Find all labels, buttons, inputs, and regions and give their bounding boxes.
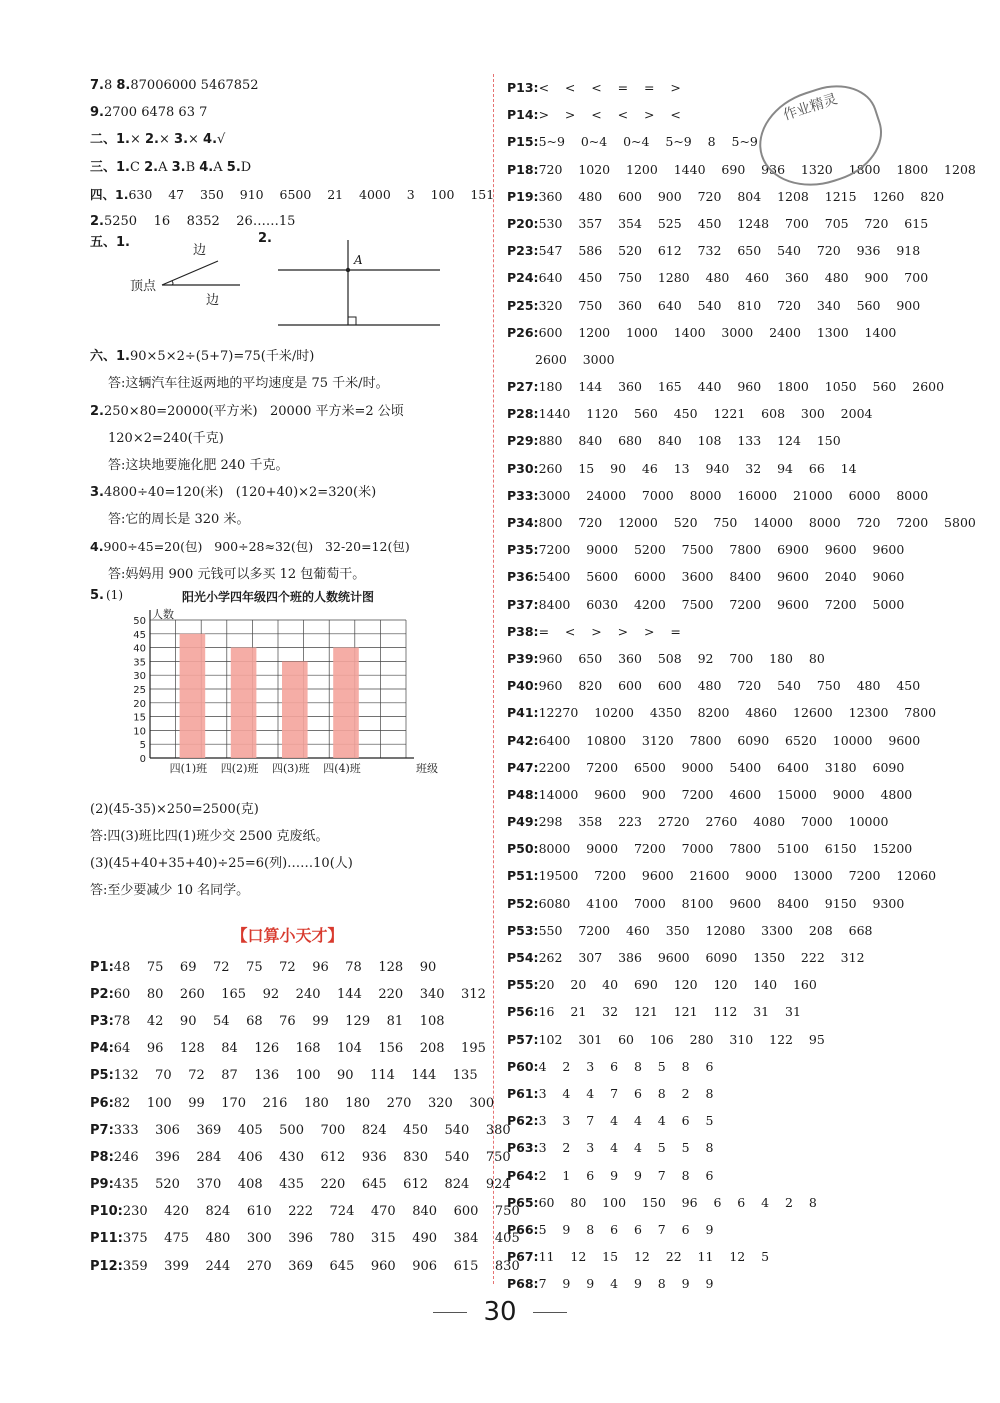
answer-row (507, 264, 987, 291)
problem-label: P36: (507, 569, 539, 585)
answer-row: 9.2700 6478 63 7 (90, 105, 208, 121)
left-column (90, 72, 520, 1280)
problem-values: 547 586 520 612 732 650 540 720 936 918 (538, 243, 921, 259)
answer-row (507, 1216, 987, 1243)
problem-values: 180 144 360 165 440 960 1800 1050 560 2600 (538, 379, 945, 395)
problem-values: 11 12 15 12 22 11 12 5 (538, 1249, 770, 1265)
point-a-dot (346, 268, 350, 272)
side-label-top: 边 (193, 243, 207, 259)
problem-values: 20 20 40 690 120 120 140 160 (538, 977, 817, 993)
problem-values: 2200 7200 6500 9000 5400 6400 3180 6090 (538, 759, 905, 775)
problem-label: P19: (507, 188, 539, 204)
answer-row: 答:这块地要施化肥 240 千克。 (108, 457, 289, 473)
answer-row (507, 1162, 987, 1189)
x-tick-label: 四(3)班 (272, 761, 310, 775)
problem-label: P61: (507, 1085, 539, 1101)
problem-label: P26: (507, 324, 539, 340)
answer-row (507, 1243, 987, 1270)
answer-row (507, 699, 987, 726)
chart-title: 阳光小学四年级四个班的人数统计图 (182, 589, 375, 604)
problem-label: P25: (507, 297, 539, 313)
problem-label: P53: (507, 922, 539, 938)
answer-row (507, 808, 987, 835)
x-tick-label: 四(1)班 (169, 761, 208, 775)
answer-row (507, 563, 987, 590)
dash-left (433, 1312, 467, 1313)
answer-row (507, 862, 987, 889)
problem-label: P28: (507, 406, 539, 422)
answer-row: 答:至少要减少 10 名同学。 (90, 883, 250, 899)
problem-values: 48 75 69 72 75 72 96 78 128 90 (113, 959, 437, 975)
bar (333, 647, 359, 757)
y-tick-label: 40 (133, 643, 146, 655)
answer-row (507, 781, 987, 808)
problem-values: 3 2 3 4 4 5 5 8 (538, 1140, 714, 1156)
problem-label: P11: (90, 1231, 123, 1247)
problem-label: P4: (90, 1041, 114, 1057)
problem-label: P47: (507, 759, 539, 775)
answer-row (507, 373, 987, 400)
problem-label: P41: (507, 705, 539, 721)
bar (282, 661, 308, 758)
problem-values: 14000 9600 900 7200 4600 15000 9000 4800 (538, 786, 913, 802)
problem-values: 298 358 223 2720 2760 4080 7000 10000 (538, 814, 889, 830)
problem-values: 60 80 260 165 92 240 144 220 340 312 (113, 986, 486, 1002)
problem-label: P48: (507, 786, 539, 802)
answer-row: 二、1.× 2.× 3.× 4.√ (90, 132, 226, 148)
problem-values: 360 480 600 900 720 804 1208 1215 1260 820 (538, 188, 945, 204)
problem-label: P18: (507, 161, 539, 177)
answer-row (507, 645, 987, 672)
answer-row: 六、1.90×5×2÷(5+7)=75(千米/时) (90, 349, 315, 365)
problem-values: < < < = = > (538, 80, 681, 95)
problem-values: 262 307 386 9600 6090 1350 222 312 (538, 950, 865, 965)
problem-values: 230 420 824 610 222 724 470 840 600 750 (122, 1204, 520, 1220)
answer-row (507, 591, 987, 618)
side-label-bottom: 边 (206, 293, 220, 309)
problem-label: P49: (507, 814, 539, 830)
geometry-figures: 五、1. 2. 边 顶点 边 A (90, 235, 485, 343)
problem-values: 435 520 370 408 435 220 645 612 824 924 (113, 1177, 511, 1193)
answer-row (90, 1198, 520, 1225)
problem-label: P7: (90, 1122, 114, 1138)
answer-row (507, 1270, 987, 1297)
problem-label: P54: (507, 950, 539, 965)
problem-label: P2: (90, 986, 114, 1002)
answer-row (507, 971, 987, 998)
answer-row: 2.5250 16 8352 26……15 (90, 213, 296, 229)
answer-row (507, 1134, 987, 1161)
answer-row: (3)(45+40+35+40)÷25=6(列)……10(人) (90, 856, 353, 872)
answer-row (507, 1026, 987, 1053)
problem-values: 19500 7200 9600 21600 9000 13000 7200 12060 (538, 868, 937, 884)
angle-arc (172, 281, 173, 285)
problem-values: 132 70 72 87 136 100 90 114 144 135 (113, 1068, 478, 1084)
problem-label: P14: (507, 107, 539, 123)
problem-label: P57: (507, 1031, 539, 1047)
problem-label: P62: (507, 1113, 539, 1129)
answer-row (507, 101, 987, 128)
problem-values: 6400 10800 3120 7800 6090 6520 10000 9600 (538, 732, 921, 748)
problem-label: P39: (507, 650, 539, 666)
problem-values: 359 399 244 270 369 645 960 906 615 830 (122, 1258, 520, 1274)
problem-values: 720 1020 1200 1440 690 936 1320 1800 1800 1208 (538, 161, 976, 177)
problem-label: P15: (507, 134, 539, 150)
problem-label: P8: (90, 1149, 114, 1165)
answer-row (507, 1080, 987, 1107)
answer-row (507, 727, 987, 754)
y-tick-label: 20 (133, 698, 146, 710)
problem-values: 320 750 360 640 540 810 720 340 560 900 (538, 297, 921, 313)
answer-row: 答:四(3)班比四(1)班少交 2500 克废纸。 (90, 829, 329, 844)
answer-row (90, 1144, 511, 1171)
problem-values: 600 1200 1000 1400 3000 2400 1300 1400 (538, 324, 897, 340)
answer-row (90, 1171, 511, 1198)
y-tick-label: 50 (133, 615, 146, 627)
x-axis-label: 班级 (416, 761, 438, 775)
answer-row (507, 1053, 987, 1080)
answer-row (507, 455, 987, 482)
problem-values: 530 357 354 525 450 1248 700 705 720 615 (538, 215, 929, 231)
answer-row (90, 1062, 485, 1089)
problem-values: 3000 24000 7000 8000 16000 21000 6000 8000 (538, 487, 929, 503)
answer-row: 7.8 8.87006000 5467852 (90, 78, 259, 93)
problem-label: P6: (90, 1095, 114, 1111)
page-number: 30 (0, 1297, 1000, 1327)
y-tick-label: 45 (133, 629, 146, 641)
answer-row (507, 427, 987, 454)
bar (180, 634, 206, 758)
answer-row (507, 346, 987, 373)
right-angle-mark (348, 317, 356, 325)
problem-values: 375 475 480 300 396 780 315 490 384 405 (122, 1231, 520, 1247)
answer-row (507, 536, 987, 563)
y-axis-label: 人数 (152, 607, 174, 621)
problem-label: P38: (507, 623, 539, 639)
problem-values: 640 450 750 1280 480 460 360 480 900 700 (538, 270, 929, 286)
angle-ray-top (162, 261, 218, 285)
answer-row (507, 400, 987, 427)
answer-row (507, 482, 987, 509)
answer-row (507, 998, 987, 1025)
p-left-list (90, 954, 520, 1280)
problem-values: 5 9 8 6 6 7 6 9 (538, 1221, 714, 1237)
problem-values: 16 21 32 121 121 112 31 31 (538, 1004, 801, 1020)
answer-row (90, 1225, 520, 1252)
answer-row (507, 890, 987, 917)
answer-row (507, 1189, 987, 1216)
right-column (507, 74, 987, 1297)
answer-row: 答:妈妈用 900 元钱可以多买 12 包葡萄干。 (108, 566, 366, 582)
answer-row (507, 944, 987, 971)
problem-values: 260 15 90 46 13 940 32 94 66 14 (538, 460, 857, 476)
answer-row (507, 618, 987, 645)
problem-values: 1440 1120 560 450 1221 608 300 2004 (538, 406, 873, 422)
chart-svg (90, 588, 485, 796)
answer-row (90, 1253, 520, 1280)
answer-row: 答:这辆汽车往返两地的平均速度是 75 千米/时。 (108, 376, 389, 392)
problem-values: 960 650 360 508 92 700 180 80 (538, 650, 825, 666)
problem-values: 5400 5600 6000 3600 8400 9600 2040 9060 (538, 569, 905, 585)
problem-label: P35: (507, 542, 539, 558)
problem-values: 333 306 369 405 500 700 824 450 540 380 (113, 1122, 511, 1138)
problem-label: P67: (507, 1249, 539, 1265)
x-tick-label: 四(2)班 (220, 761, 259, 775)
problem-values: 3 4 4 7 6 8 2 8 (538, 1085, 714, 1101)
answer-row: 120×2=240(千克) (108, 430, 224, 446)
problem-label: P33: (507, 487, 539, 503)
problem-label: P3: (90, 1013, 114, 1029)
answer-row (90, 1117, 511, 1144)
problem-label: P42: (507, 732, 539, 748)
problem-label: P52: (507, 895, 539, 911)
problem-values: 246 396 284 406 430 612 936 830 540 750 (113, 1149, 511, 1165)
problem-values: 60 80 100 150 96 6 6 4 2 8 (538, 1194, 817, 1210)
answer-row: (2)(45-35)×250=2500(克) (90, 801, 259, 817)
problem-label: P30: (507, 460, 539, 476)
y-tick-label: 10 (133, 726, 146, 738)
x-tick-label: 四(4)班 (323, 761, 361, 775)
problem-values: 880 840 680 840 108 133 124 150 (538, 433, 841, 449)
problem-label: P40: (507, 678, 539, 694)
problem-label: P1: (90, 959, 114, 975)
problem-label: P34: (507, 515, 539, 530)
answer-row (90, 954, 485, 981)
problem-label: P56: (507, 1004, 539, 1020)
problem-label: P65: (507, 1194, 539, 1210)
problem-label: P5: (90, 1068, 114, 1084)
problem-label: P63: (507, 1140, 539, 1156)
answer-row (507, 183, 987, 210)
problem-label: P10: (90, 1204, 123, 1220)
problem-label: P27: (507, 379, 539, 395)
problem-label: P55: (507, 977, 539, 993)
problem-values: = < > > > = (538, 623, 681, 639)
problem-values: 78 42 90 54 68 76 99 129 81 108 (113, 1013, 445, 1029)
problem-label: P60: (507, 1058, 539, 1074)
problem-label: P68: (507, 1276, 539, 1292)
problem-label: P23: (507, 243, 539, 259)
problem-values: > > < < > < (538, 107, 681, 123)
problem-label: P66: (507, 1221, 539, 1237)
problem-values: 960 820 600 600 480 720 540 750 480 450 (538, 678, 921, 694)
answer-row (507, 319, 987, 346)
y-tick-label: 0 (139, 753, 146, 765)
problem-label: P13: (507, 80, 539, 95)
problem-label: P12: (90, 1258, 123, 1274)
problem-label: P29: (507, 433, 539, 449)
answer-row (90, 1090, 495, 1117)
answer-row (507, 237, 987, 264)
problem-values: 550 7200 460 350 12080 3300 208 668 (538, 922, 873, 938)
answer-row: 答:它的周长是 320 米。 (108, 512, 250, 528)
problem-values: 4 2 3 6 8 5 8 6 (538, 1058, 714, 1074)
problem-values: 8000 9000 7200 7000 7800 5100 6150 15200 (538, 841, 913, 857)
problem-values: 800 720 12000 520 750 14000 8000 720 7200 5800 (538, 515, 976, 530)
stamp-logo: 作业精灵 (747, 73, 894, 201)
problem-values: 5~9 0~4 0~4 5~9 8 5~9 (538, 134, 758, 150)
y-tick-label: 25 (133, 684, 146, 696)
problem-values: 64 96 128 84 126 168 104 156 208 195 (113, 1041, 486, 1057)
bar (231, 647, 257, 757)
vertex-label: 顶点 (130, 279, 157, 295)
section-title: 【口算小天才】 (231, 925, 344, 945)
answer-row (507, 672, 987, 699)
problem-values: 2 1 6 9 9 7 8 6 (538, 1167, 714, 1183)
answer-row (90, 981, 485, 1008)
problem-values: 3 3 7 4 4 4 6 5 (538, 1113, 714, 1129)
problem-values: 2600 3000 (535, 351, 615, 367)
point-a-label: A (354, 253, 363, 268)
problem-values: 102 301 60 106 280 310 122 95 (538, 1031, 825, 1047)
dash-right (533, 1312, 567, 1313)
answer-row: 4.900÷45=20(包) 900÷28≈32(包) 32-20=12(包) (90, 539, 410, 555)
y-tick-label: 15 (133, 712, 146, 724)
problem-label: P24: (507, 270, 539, 286)
problem-values: 6080 4100 7000 8100 9600 8400 9150 9300 (538, 895, 905, 911)
bar-chart: 5. (1) 阳光小学四年级四个班的人数统计图 0 5 10 15 20 25 30 35 40 45 50 人数 四(1)班 四(2)班 四(3)班 四(4)班 班级 (90, 588, 485, 796)
answer-row (507, 210, 987, 237)
y-tick-label: 35 (133, 657, 146, 669)
y-tick-label: 30 (133, 671, 146, 683)
answer-row (507, 754, 987, 781)
answer-row (507, 1107, 987, 1134)
answer-row: 3.4800÷40=120(米) (120+40)×2=320(米) (90, 485, 377, 501)
answer-row (507, 917, 987, 944)
problem-label: P9: (90, 1177, 114, 1193)
answer-row (507, 156, 987, 183)
answer-row (90, 1008, 485, 1035)
problem-values: 7 9 9 4 9 8 9 9 (538, 1276, 714, 1292)
answer-row (507, 835, 987, 862)
problem-label: P20: (507, 215, 539, 231)
answer-row (507, 509, 987, 536)
problem-values: 12270 10200 4350 8200 4860 12600 12300 7800 (538, 705, 937, 721)
answer-row (507, 74, 987, 101)
answer-row (507, 292, 987, 319)
problem-values: 82 100 99 170 216 180 180 270 320 300 (113, 1095, 495, 1111)
answer-row (507, 128, 987, 155)
answer-row: 四、1.630 47 350 910 6500 21 4000 3 100 151 (90, 186, 495, 202)
problem-values: 7200 9000 5200 7500 7800 6900 9600 9600 (538, 542, 905, 558)
answer-row: 2.250×80=20000(平方米) 20000 平方米=2 公顷 (90, 403, 404, 419)
y-tick-label: 5 (139, 740, 146, 752)
p-right-list (507, 74, 987, 1297)
problem-label: P64: (507, 1167, 539, 1183)
problem-label: P51: (507, 868, 539, 884)
answer-row (90, 1035, 485, 1062)
answer-row: 三、1.C 2.A 3.B 4.A 5.D (90, 159, 252, 175)
problem-label: P50: (507, 841, 539, 857)
problem-label: P37: (507, 596, 539, 612)
problem-values: 8400 6030 4200 7500 7200 9600 7200 5000 (538, 596, 905, 612)
